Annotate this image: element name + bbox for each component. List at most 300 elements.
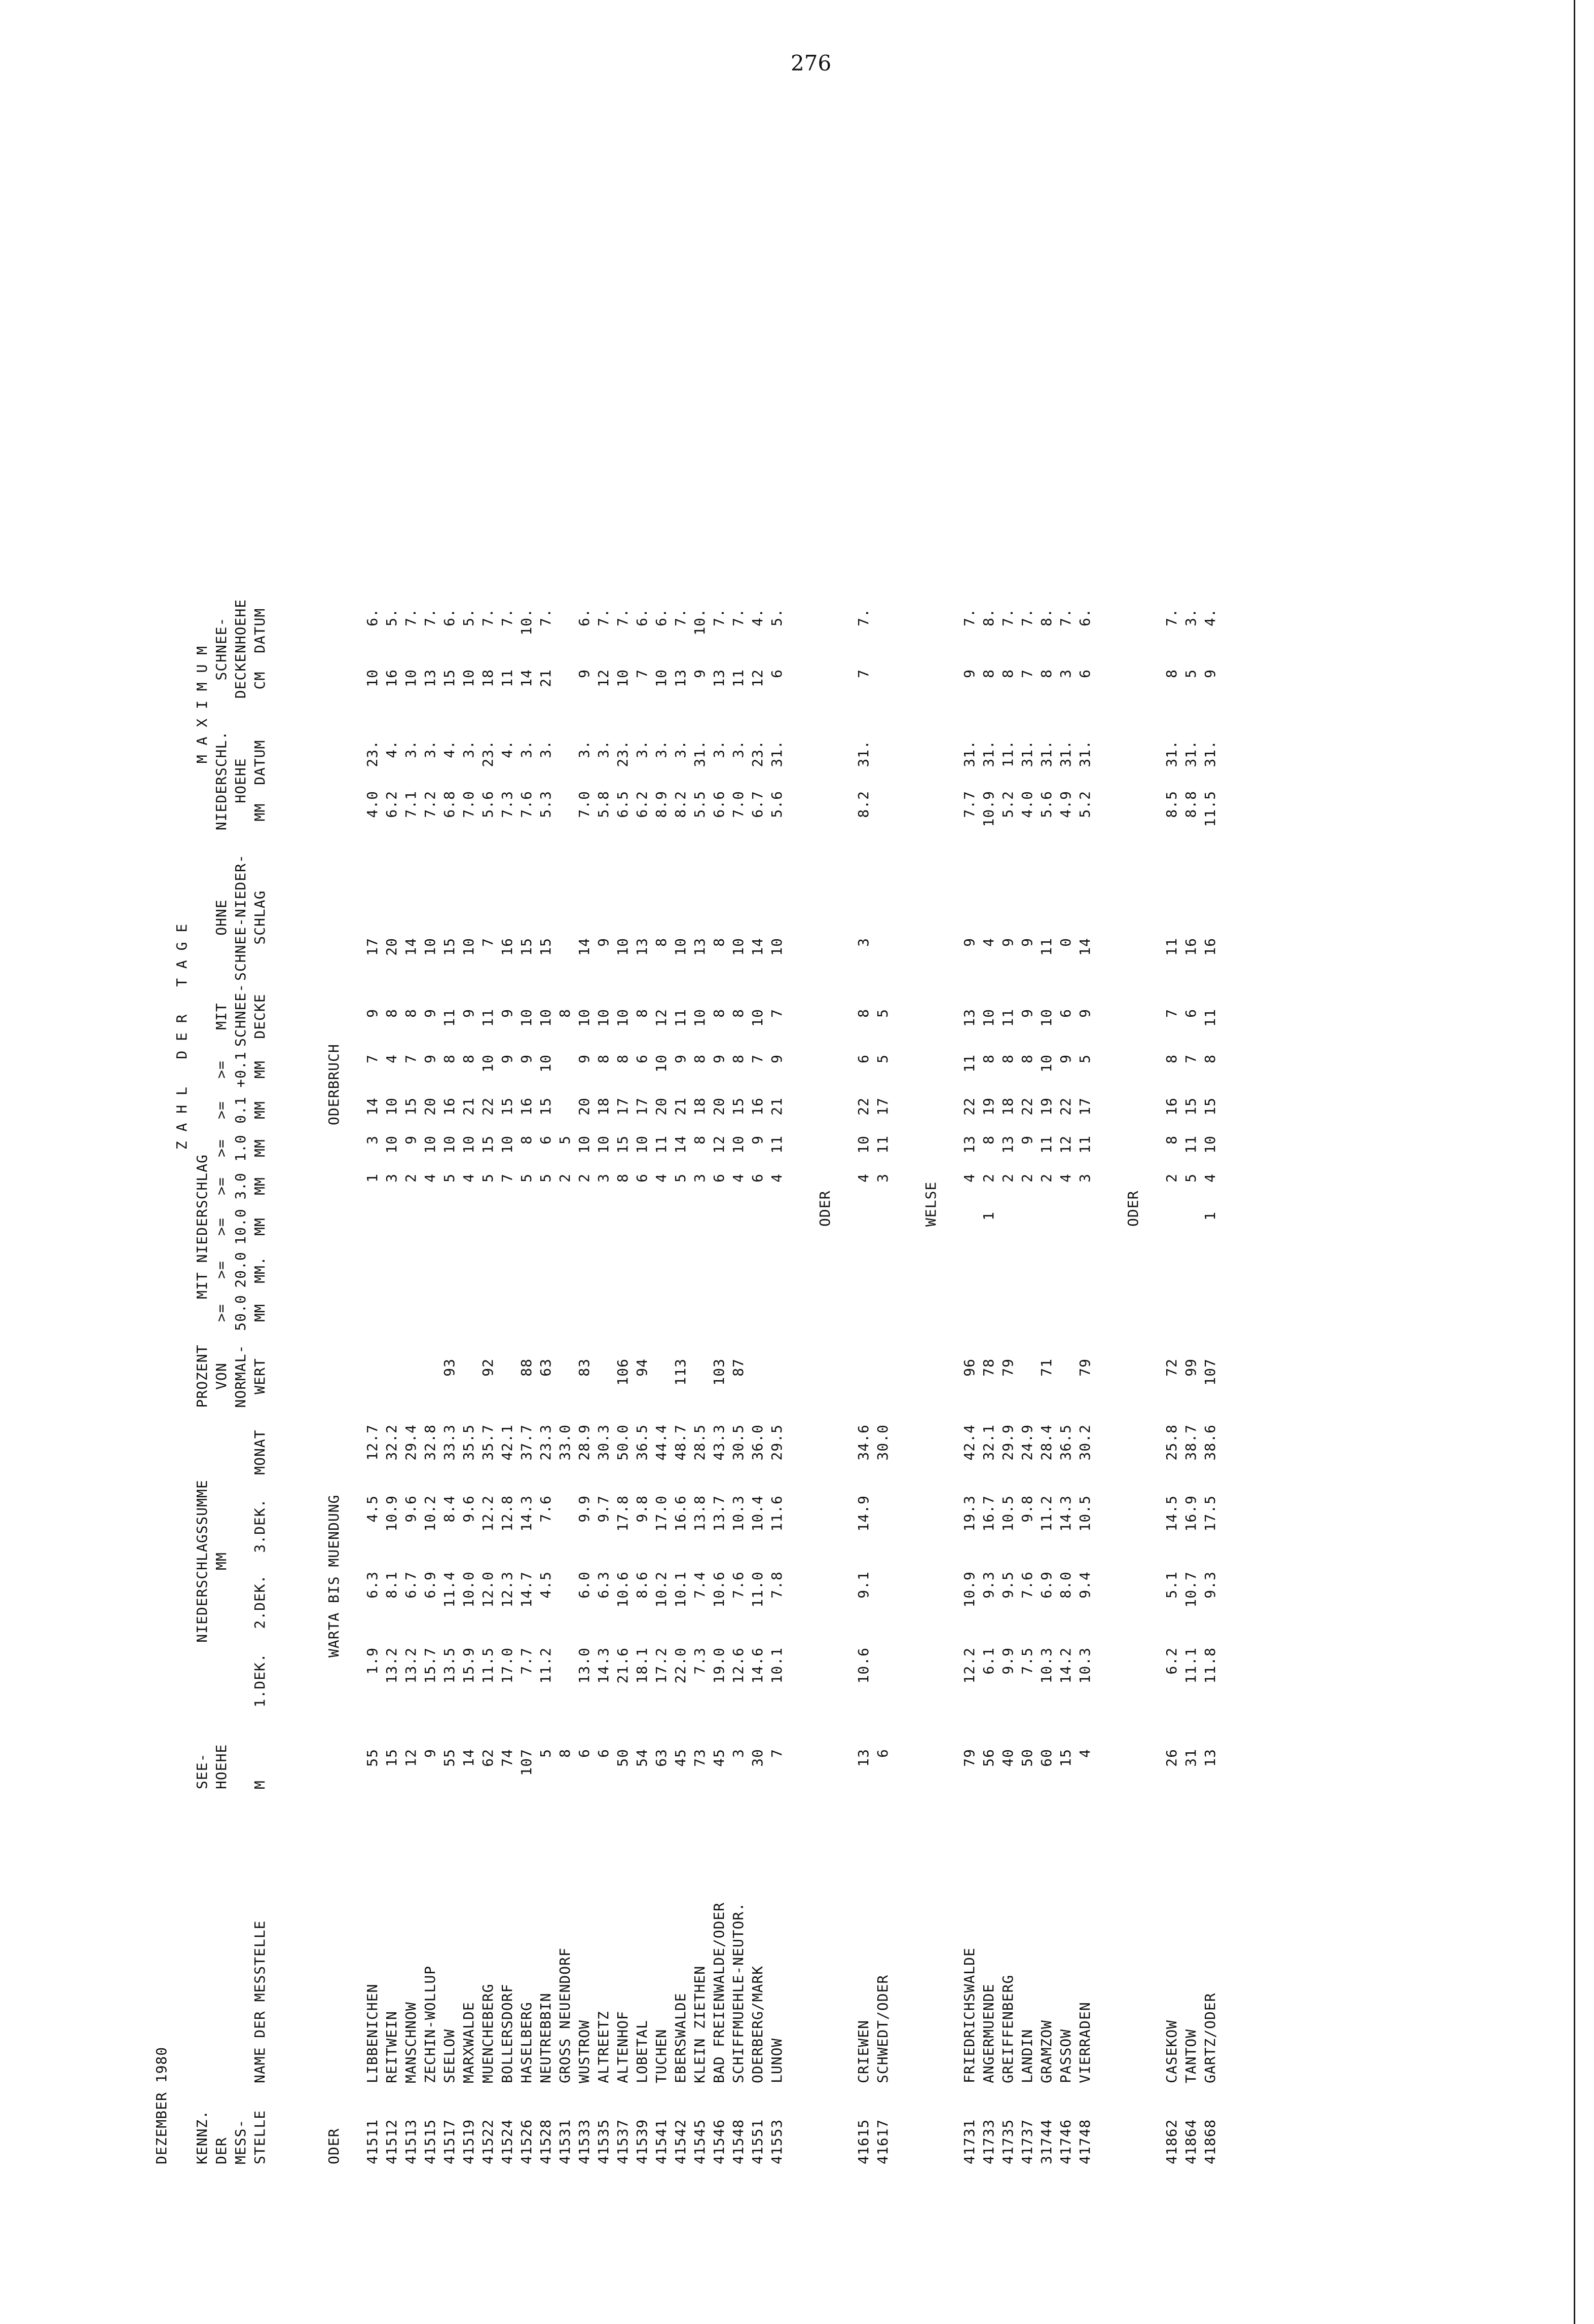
- cell-see-hoehe: 15: [383, 1749, 400, 1767]
- cell-kennz: 41868: [1202, 2119, 1218, 2164]
- cell-max-schnee-datum: 6.: [634, 608, 650, 626]
- cell-max-nied-mm: 8.2: [672, 791, 689, 818]
- cell-see-hoehe: 8: [557, 1749, 573, 1758]
- cell-ohne-schnee: 16: [1182, 938, 1199, 956]
- cell-dek2: 11.4: [441, 1571, 458, 1608]
- cell-t001: 5: [1077, 1054, 1093, 1063]
- cell-ohne-schnee: 14: [576, 938, 592, 956]
- cell-max-schnee-datum: 7.: [402, 608, 419, 626]
- cell-t01: 19: [1038, 1097, 1055, 1116]
- cell-dek3: 19.3: [961, 1495, 978, 1532]
- cell-kennz: 41537: [614, 2119, 631, 2164]
- cell-max-schnee-datum: 6.: [653, 608, 670, 626]
- cell-max-schnee-datum: 7.: [999, 608, 1016, 626]
- table-row: [498, 86, 517, 2164]
- river-label: ODER: [325, 2128, 342, 2164]
- cell-max-schnee-datum: 6.: [441, 608, 458, 626]
- cell-max-schnee-datum: 7.: [672, 608, 689, 626]
- cell-max-schnee-datum: 7.: [614, 608, 631, 626]
- cell-ohne-schnee: 15: [441, 938, 458, 956]
- cell-name: MUENCHEBERG: [479, 1983, 496, 2083]
- cell-t3: 4: [422, 1173, 438, 1183]
- cell-t1: 5: [557, 1135, 573, 1145]
- cell-dek2: 9.3: [1202, 1571, 1218, 1599]
- cell-t01: 19: [980, 1097, 997, 1116]
- cell-t3: 5: [537, 1173, 554, 1183]
- header-t1: >= 1.0 MM: [213, 1134, 268, 1162]
- cell-see-hoehe: 45: [711, 1749, 727, 1767]
- cell-name: EBERSWALDE: [672, 1993, 689, 2083]
- cell-max-nied-datum: 3.: [730, 740, 747, 758]
- cell-max-schnee-cm: 10: [614, 669, 631, 687]
- cell-see-hoehe: 107: [518, 1749, 535, 1776]
- cell-ohne-schnee: 10: [768, 938, 785, 956]
- header-t10: >= 10.0 MM: [213, 1208, 268, 1245]
- cell-t001: 4: [383, 1054, 400, 1063]
- cell-kennz: 41531: [557, 2119, 573, 2164]
- cell-kennz: 41545: [691, 2119, 708, 2164]
- cell-t3: 5: [518, 1173, 535, 1183]
- cell-t01: 21: [672, 1097, 689, 1116]
- cell-dek1: 9.9: [999, 1647, 1016, 1675]
- cell-monat: 24.9: [1019, 1424, 1035, 1461]
- cell-t01: 22: [855, 1097, 872, 1116]
- cell-t001: 6: [634, 1054, 650, 1063]
- cell-dek3: 13.7: [711, 1495, 727, 1532]
- cell-t10: 1: [1202, 1211, 1218, 1221]
- cell-kennz: 41617: [874, 2119, 891, 2164]
- cell-dek1: 7.5: [1019, 1647, 1035, 1675]
- cell-prozent: 106: [614, 1358, 631, 1386]
- cell-max-nied-mm: 6.7: [749, 791, 766, 818]
- cell-mit-schnee: 6: [1182, 1009, 1199, 1018]
- header-max-niederschlag: NIEDERSCHL. HOEHE MM DATUM: [213, 730, 268, 831]
- cell-dek2: 10.2: [653, 1571, 670, 1608]
- cell-monat: 36.5: [634, 1424, 650, 1461]
- cell-max-schnee-cm: 12: [595, 669, 612, 687]
- cell-max-schnee-cm: 3: [1057, 669, 1074, 678]
- cell-dek2: 6.0: [576, 1571, 592, 1599]
- cell-monat: 28.4: [1038, 1424, 1055, 1461]
- cell-dek3: 7.6: [537, 1495, 554, 1523]
- cell-mit-schnee: 10: [537, 1009, 554, 1027]
- cell-max-nied-datum: 3.: [711, 740, 727, 758]
- cell-dek1: 10.3: [1038, 1647, 1055, 1684]
- cell-mit-schnee: 11: [1202, 1009, 1218, 1027]
- table-row: [671, 86, 690, 2164]
- cell-max-nied-datum: 3.: [595, 740, 612, 758]
- cell-monat: 36.5: [1057, 1424, 1074, 1461]
- cell-ohne-schnee: 13: [691, 938, 708, 956]
- cell-monat: 38.6: [1202, 1424, 1218, 1461]
- cell-dek1: 10.1: [768, 1647, 785, 1684]
- cell-dek1: 15.7: [422, 1647, 438, 1684]
- cell-kennz: 41513: [402, 2119, 419, 2164]
- cell-monat: 28.5: [691, 1424, 708, 1461]
- cell-see-hoehe: 50: [1019, 1749, 1035, 1767]
- cell-dek3: 10.5: [999, 1495, 1016, 1532]
- cell-mit-schnee: 8: [730, 1009, 747, 1018]
- cell-max-schnee-cm: 13: [711, 669, 727, 687]
- cell-max-schnee-cm: 6: [768, 669, 785, 678]
- cell-dek1: 11.1: [1182, 1647, 1199, 1684]
- cell-prozent: 107: [1202, 1358, 1218, 1386]
- cell-t3: 6: [634, 1173, 650, 1183]
- cell-dek1: 11.8: [1202, 1647, 1218, 1684]
- cell-max-schnee-datum: 5.: [768, 608, 785, 626]
- section-label: ODER: [817, 1190, 833, 1227]
- cell-max-nied-mm: 5.6: [1038, 791, 1055, 818]
- cell-t1: 13: [999, 1135, 1016, 1154]
- cell-kennz: 41519: [460, 2119, 477, 2164]
- cell-monat: 29.9: [999, 1424, 1016, 1461]
- table-row: [478, 86, 498, 2164]
- cell-kennz: 41517: [441, 2119, 458, 2164]
- cell-max-nied-mm: 5.8: [595, 791, 612, 818]
- cell-t1: 12: [1057, 1135, 1074, 1154]
- cell-t001: 8: [1019, 1054, 1035, 1063]
- cell-ohne-schnee: 10: [730, 938, 747, 956]
- cell-monat: 35.5: [460, 1424, 477, 1461]
- cell-dek1: 17.0: [499, 1647, 515, 1684]
- table-row: [729, 86, 748, 2164]
- cell-dek1: 10.3: [1077, 1647, 1093, 1684]
- cell-max-schnee-cm: 5: [1182, 669, 1199, 678]
- cell-prozent: 71: [1038, 1358, 1055, 1377]
- header-maximum: M A X I M U M: [194, 645, 210, 764]
- cell-max-nied-datum: 3.: [537, 740, 554, 758]
- cell-max-schnee-datum: 7.: [1057, 608, 1074, 626]
- cell-ohne-schnee: 0: [1057, 938, 1074, 947]
- cell-monat: 43.3: [711, 1424, 727, 1461]
- cell-see-hoehe: 73: [691, 1749, 708, 1767]
- cell-monat: 38.7: [1182, 1424, 1199, 1461]
- cell-max-schnee-datum: 4.: [749, 608, 766, 626]
- table-row: [767, 86, 787, 2164]
- cell-max-nied-mm: 6.2: [383, 791, 400, 818]
- cell-t3: 5: [441, 1173, 458, 1183]
- cell-monat: 30.0: [874, 1424, 891, 1461]
- cell-max-schnee-datum: 10.: [518, 608, 535, 636]
- cell-max-nied-datum: 3.: [653, 740, 670, 758]
- cell-t001: 7: [364, 1054, 381, 1063]
- cell-max-schnee-cm: 7: [855, 669, 872, 678]
- cell-t001: 8: [980, 1054, 997, 1063]
- cell-t3: 2: [1163, 1173, 1180, 1183]
- cell-monat: 44.4: [653, 1424, 670, 1461]
- cell-max-schnee-cm: 16: [383, 669, 400, 687]
- cell-monat: 25.8: [1163, 1424, 1180, 1461]
- cell-t01: 20: [711, 1097, 727, 1116]
- cell-kennz: 41553: [768, 2119, 785, 2164]
- cell-prozent: 83: [576, 1358, 592, 1377]
- cell-kennz: 41535: [595, 2119, 612, 2164]
- cell-max-schnee-cm: 8: [980, 669, 997, 678]
- cell-t01: 15: [537, 1097, 554, 1116]
- cell-t001: 9: [672, 1054, 689, 1063]
- cell-dek1: 6.1: [980, 1647, 997, 1675]
- cell-dek3: 10.2: [422, 1495, 438, 1532]
- cell-dek1: 11.2: [537, 1647, 554, 1684]
- cell-t01: 22: [961, 1097, 978, 1116]
- cell-max-nied-datum: 3.: [518, 740, 535, 758]
- cell-mit-schnee: 8: [855, 1009, 872, 1018]
- cell-t001: 9: [576, 1054, 592, 1063]
- cell-see-hoehe: 54: [634, 1749, 650, 1767]
- header-niederschlag: NIEDERSCHLAGSSUMME MM: [194, 1480, 230, 1643]
- table-row: [1181, 86, 1201, 2164]
- cell-mit-schnee: 7: [1163, 1009, 1180, 1018]
- cell-t1: 11: [874, 1135, 891, 1154]
- cell-dek3: 10.4: [749, 1495, 766, 1532]
- cell-t1: 11: [1077, 1135, 1093, 1154]
- cell-dek2: 9.5: [999, 1571, 1016, 1599]
- cell-mit-schnee: 8: [711, 1009, 727, 1018]
- cell-dek2: 9.3: [980, 1571, 997, 1599]
- cell-max-nied-mm: 7.1: [402, 791, 419, 818]
- header-dek3: 3.DEK.: [251, 1498, 268, 1553]
- cell-ohne-schnee: 9: [1019, 938, 1035, 947]
- cell-max-schnee-cm: 18: [479, 669, 496, 687]
- cell-max-schnee-cm: 10: [402, 669, 419, 687]
- cell-max-nied-mm: 6.2: [634, 791, 650, 818]
- cell-dek1: 10.6: [855, 1647, 872, 1684]
- table-row: [555, 86, 575, 2164]
- cell-kennz: 41522: [479, 2119, 496, 2164]
- cell-name: BOLLERSDORF: [499, 1983, 515, 2083]
- cell-monat: 30.5: [730, 1424, 747, 1461]
- table-row: [575, 86, 594, 2164]
- cell-t001: 9: [768, 1054, 785, 1063]
- cell-dek3: 9.6: [460, 1495, 477, 1523]
- cell-name: BAD FREIENWALDE/ODER: [711, 1902, 727, 2083]
- cell-t3: 6: [749, 1173, 766, 1183]
- cell-prozent: 94: [634, 1358, 650, 1377]
- cell-dek3: 16.7: [980, 1495, 997, 1532]
- cell-kennz: 41746: [1057, 2119, 1074, 2164]
- cell-dek3: 17.5: [1202, 1495, 1218, 1532]
- cell-t01: 21: [768, 1097, 785, 1116]
- cell-see-hoehe: 62: [479, 1749, 496, 1767]
- cell-t01: 18: [999, 1097, 1016, 1116]
- cell-dek2: 7.8: [768, 1571, 785, 1599]
- cell-t3: 2: [576, 1173, 592, 1183]
- cell-t001: 9: [711, 1054, 727, 1063]
- cell-t001: 10: [479, 1054, 496, 1073]
- cell-see-hoehe: 5: [537, 1749, 554, 1758]
- cell-mit-schnee: 8: [634, 1009, 650, 1018]
- header-t001: >= +0.1 MM: [213, 1051, 268, 1088]
- cell-dek3: 9.7: [595, 1495, 612, 1523]
- cell-t1: 8: [980, 1135, 997, 1145]
- cell-dek1: 7.7: [518, 1647, 535, 1675]
- cell-max-nied-datum: 3.: [576, 740, 592, 758]
- cell-ohne-schnee: 13: [634, 938, 650, 956]
- cell-max-schnee-cm: 11: [730, 669, 747, 687]
- cell-name: MARXWALDE: [460, 2002, 477, 2083]
- cell-mit-schnee: 11: [441, 1009, 458, 1027]
- cell-monat: 48.7: [672, 1424, 689, 1461]
- cell-name: LUNOW: [768, 2038, 785, 2083]
- cell-t1: 10: [422, 1135, 438, 1154]
- cell-t1: 10: [383, 1135, 400, 1154]
- cell-max-schnee-cm: 9: [691, 669, 708, 678]
- cell-t01: 20: [422, 1097, 438, 1116]
- cell-name: ALTENHOF: [614, 2011, 631, 2083]
- cell-dek2: 5.1: [1163, 1571, 1180, 1599]
- cell-kennz: 41528: [537, 2119, 554, 2164]
- cell-t1: 10: [595, 1135, 612, 1154]
- cell-dek2: 7.4: [691, 1571, 708, 1599]
- cell-t001: 7: [1182, 1054, 1199, 1063]
- header-kennz: KENNZ. DER MESS- STELLE: [194, 2110, 268, 2164]
- cell-max-schnee-datum: 6.: [576, 608, 592, 626]
- cell-see-hoehe: 14: [460, 1749, 477, 1767]
- cell-max-nied-mm: 5.2: [999, 791, 1016, 818]
- cell-max-nied-datum: 23.: [749, 740, 766, 767]
- cell-mit-schnee: 8: [557, 1009, 573, 1018]
- cell-prozent: 96: [961, 1358, 978, 1377]
- cell-max-nied-datum: 31.: [1057, 740, 1074, 767]
- cell-max-nied-datum: 4.: [441, 740, 458, 758]
- cell-monat: 33.3: [441, 1424, 458, 1461]
- cell-t1: 15: [479, 1135, 496, 1154]
- cell-max-schnee-datum: 7.: [422, 608, 438, 626]
- cell-t1: 9: [402, 1135, 419, 1145]
- cell-monat: 36.0: [749, 1424, 766, 1461]
- cell-max-nied-datum: 31.: [980, 740, 997, 767]
- cell-ohne-schnee: 9: [961, 938, 978, 947]
- cell-name: GREIFFENBERG: [999, 1974, 1016, 2083]
- table-row: [652, 86, 671, 2164]
- section-label: ODERBRUCH: [325, 1044, 342, 1125]
- cell-t1: 10: [1202, 1135, 1218, 1154]
- cell-dek3: 12.2: [479, 1495, 496, 1532]
- cell-dek2: 6.9: [1038, 1571, 1055, 1599]
- table-row: [710, 86, 729, 2164]
- cell-see-hoehe: 45: [672, 1749, 689, 1767]
- cell-t1: 10: [441, 1135, 458, 1154]
- table-row: [382, 86, 401, 2164]
- cell-ohne-schnee: 14: [1077, 938, 1093, 956]
- cell-t3: 5: [1182, 1173, 1199, 1183]
- cell-kennz: 41526: [518, 2119, 535, 2164]
- cell-max-nied-datum: 31.: [1163, 740, 1180, 767]
- table-row: [1056, 86, 1076, 2164]
- cell-max-nied-datum: 3.: [634, 740, 650, 758]
- table-row: [633, 86, 652, 2164]
- cell-max-schnee-cm: 10: [460, 669, 477, 687]
- cell-name: CRIEWEN: [855, 2019, 872, 2083]
- cell-t001: 8: [691, 1054, 708, 1063]
- cell-prozent: 99: [1182, 1358, 1199, 1377]
- cell-ohne-schnee: 14: [402, 938, 419, 956]
- cell-max-nied-datum: 31.: [1202, 740, 1218, 767]
- cell-dek2: 10.0: [460, 1571, 477, 1608]
- cell-kennz: 41515: [422, 2119, 438, 2164]
- table-row: [690, 86, 710, 2164]
- cell-ohne-schnee: 8: [711, 938, 727, 947]
- cell-t01: 18: [595, 1097, 612, 1116]
- cell-max-schnee-cm: 14: [518, 669, 535, 687]
- cell-prozent: 113: [672, 1358, 689, 1386]
- cell-t3: 2: [999, 1173, 1016, 1183]
- cell-t1: 11: [1182, 1135, 1199, 1154]
- cell-t3: 4: [653, 1173, 670, 1183]
- cell-prozent: 72: [1163, 1358, 1180, 1377]
- cell-monat: 23.3: [537, 1424, 554, 1461]
- cell-t01: 22: [1019, 1097, 1035, 1116]
- cell-t3: 7: [499, 1173, 515, 1183]
- cell-see-hoehe: 9: [422, 1749, 438, 1758]
- header-monat: MONAT: [251, 1429, 268, 1475]
- cell-ohne-schnee: 15: [537, 938, 554, 956]
- cell-dek1: 1.9: [364, 1647, 381, 1675]
- cell-t01: 16: [441, 1097, 458, 1116]
- cell-t01: 22: [479, 1097, 496, 1116]
- cell-ohne-schnee: 11: [1163, 938, 1180, 956]
- cell-t001: 8: [595, 1054, 612, 1063]
- cell-mit-schnee: 8: [402, 1009, 419, 1018]
- cell-dek1: 19.0: [711, 1647, 727, 1684]
- cell-ohne-schnee: 9: [595, 938, 612, 947]
- cell-mit-schnee: 10: [691, 1009, 708, 1027]
- table-row: [1018, 86, 1037, 2164]
- cell-t001: 8: [999, 1054, 1016, 1063]
- cell-mit-schnee: 11: [999, 1009, 1016, 1027]
- table-row: [1162, 86, 1181, 2164]
- cell-max-nied-mm: 7.2: [422, 791, 438, 818]
- cell-max-schnee-datum: 7.: [711, 608, 727, 626]
- cell-dek2: 12.0: [479, 1571, 496, 1608]
- cell-max-schnee-datum: 5.: [383, 608, 400, 626]
- cell-t3: 3: [595, 1173, 612, 1183]
- cell-monat: 30.2: [1077, 1424, 1093, 1461]
- cell-t1: 13: [961, 1135, 978, 1154]
- cell-kennz: 41864: [1182, 2119, 1199, 2164]
- cell-max-schnee-datum: 6.: [364, 608, 381, 626]
- table-row: [440, 86, 459, 2164]
- table-row: [594, 86, 613, 2164]
- cell-mit-schnee: 9: [499, 1009, 515, 1018]
- cell-max-nied-datum: 31.: [961, 740, 978, 767]
- header-t3: >= 3.0 MM: [213, 1172, 268, 1200]
- cell-t1: 15: [614, 1135, 631, 1154]
- table-row: [1037, 86, 1056, 2164]
- cell-mit-schnee: 12: [653, 1009, 670, 1027]
- cell-max-schnee-cm: 9: [1202, 669, 1218, 678]
- cell-dek2: 9.1: [855, 1571, 872, 1599]
- cell-max-nied-mm: 7.7: [961, 791, 978, 818]
- table-row: [998, 86, 1018, 2164]
- cell-kennz: 41512: [383, 2119, 400, 2164]
- cell-t01: 16: [1163, 1097, 1180, 1116]
- cell-max-nied-mm: 7.0: [576, 791, 592, 818]
- cell-dek1: 22.0: [672, 1647, 689, 1684]
- table-row: [517, 86, 536, 2164]
- cell-see-hoehe: 55: [441, 1749, 458, 1767]
- cell-max-nied-datum: 31.: [768, 740, 785, 767]
- cell-t1: 9: [1019, 1135, 1035, 1145]
- cell-prozent: 79: [1077, 1358, 1093, 1377]
- cell-max-nied-mm: 7.0: [460, 791, 477, 818]
- table-row: [536, 86, 555, 2164]
- cell-name: GARTZ/ODER: [1202, 1993, 1218, 2083]
- cell-monat: 35.7: [479, 1424, 496, 1461]
- cell-t3: 5: [672, 1173, 689, 1183]
- cell-dek3: 14.9: [855, 1495, 872, 1532]
- cell-dek2: 11.0: [749, 1571, 766, 1608]
